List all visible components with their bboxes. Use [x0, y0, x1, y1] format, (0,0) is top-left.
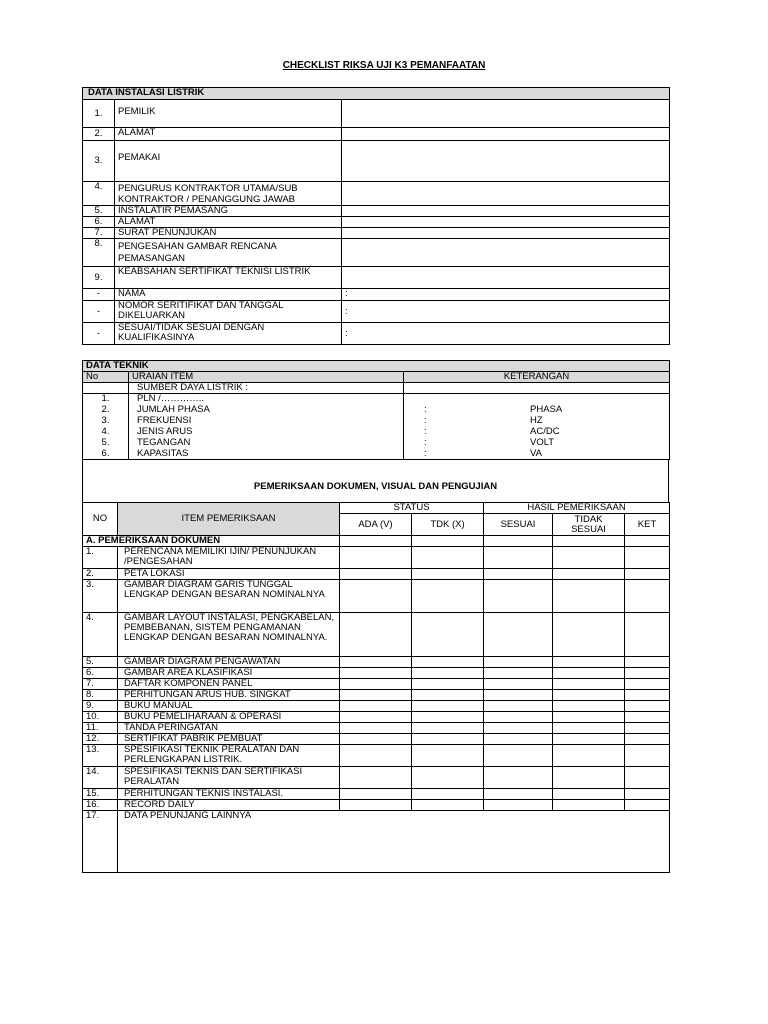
row-item: JENIS ARUS: [129, 427, 404, 438]
cell-sesuai[interactable]: [484, 712, 553, 723]
row-item: GAMBAR LAYOUT INSTALASI, PENGKABELAN, PEMBEBANAN, SISTEM PENGAMANAN LENGKAP DENGAN BESARAN NOMINALNYA.: [118, 613, 340, 657]
cell-ada[interactable]: [340, 745, 412, 767]
col-status: STATUS: [340, 503, 484, 514]
cell-ada[interactable]: [340, 789, 412, 800]
row-no: 8.: [83, 690, 118, 701]
cell-tdk[interactable]: [412, 734, 484, 745]
cell-ada[interactable]: [340, 657, 412, 668]
row-item: PERHITUNGAN ARUS HUB. SINGKAT: [118, 690, 340, 701]
cell-ada[interactable]: [340, 547, 412, 569]
row-no: 2.: [83, 569, 118, 580]
sumber-label: SUMBER DAYA LISTRIK :: [129, 383, 404, 394]
row-no: 1.: [83, 100, 115, 128]
cell-sesuai[interactable]: [484, 569, 553, 580]
cell-tidak-sesuai[interactable]: [553, 690, 625, 701]
cell-tidak-sesuai[interactable]: [553, 613, 625, 657]
cell-tidak-sesuai[interactable]: [553, 547, 625, 569]
row-no: -: [83, 301, 115, 323]
row-no: 16.: [83, 800, 118, 811]
row-label: PEMAKAI: [115, 141, 342, 182]
row-item: SPESIFIKASI TEKNIS DAN SERTIFIKASI PERALATAN: [118, 767, 340, 789]
row-no: 7.: [83, 679, 118, 690]
cell-tdk[interactable]: [412, 657, 484, 668]
cell-ada[interactable]: [340, 668, 412, 679]
cell-ada[interactable]: [340, 800, 412, 811]
row-no: 3.: [83, 416, 129, 427]
cell-tidak-sesuai[interactable]: [553, 789, 625, 800]
cell-ket[interactable]: [625, 723, 670, 734]
row-no: 9.: [83, 267, 115, 289]
cell-sesuai[interactable]: [484, 547, 553, 569]
row-no: 1.: [83, 547, 118, 569]
row-item: PERENCANA MEMILIKI IJIN/ PENUNJUKAN /PENGESAHAN: [118, 547, 340, 569]
row-item: KAPASITAS: [129, 449, 404, 460]
cell-sesuai[interactable]: [484, 613, 553, 657]
row-ket[interactable]: : AC/DC: [404, 427, 670, 438]
cell-tdk[interactable]: [412, 580, 484, 613]
cell-ada[interactable]: [340, 580, 412, 613]
row-item: PETA LOKASI: [118, 569, 340, 580]
row-no: 2.: [83, 405, 129, 416]
row-item: DAFTAR KOMPONEN PANEL: [118, 679, 340, 690]
pemeriksaan-table: [82, 502, 670, 873]
cell-tdk[interactable]: [412, 712, 484, 723]
row-item: GAMBAR DIAGRAM PENGAWATAN: [118, 657, 340, 668]
cell-ada[interactable]: [340, 701, 412, 712]
col-tidak-sesuai: TIDAK SESUAI: [553, 514, 625, 536]
cell-tidak-sesuai[interactable]: [553, 745, 625, 767]
cell-tidak-sesuai[interactable]: [553, 723, 625, 734]
cell-tidak-sesuai[interactable]: [553, 701, 625, 712]
row-item: BUKU PEMELIHARAAN & OPERASI: [118, 712, 340, 723]
row-value[interactable]: [342, 228, 670, 239]
row-item: RECORD DAILY: [118, 800, 340, 811]
row-no: 11.: [83, 723, 118, 734]
cell-tidak-sesuai[interactable]: [553, 657, 625, 668]
cell-tdk[interactable]: [412, 690, 484, 701]
row-value[interactable]: [342, 128, 670, 141]
cell-tdk[interactable]: [412, 668, 484, 679]
row-label: PEMILIK: [115, 100, 342, 128]
cell-ada[interactable]: [340, 767, 412, 789]
cell-tidak-sesuai[interactable]: [553, 679, 625, 690]
teknik-table: [82, 360, 670, 460]
row-value[interactable]: [342, 217, 670, 228]
row-no: 6.: [83, 449, 129, 460]
row-label: INSTALATIR PEMASANG: [115, 206, 342, 217]
row-no: 6.: [83, 217, 115, 228]
row-no: 6.: [83, 668, 118, 679]
row-value[interactable]: [342, 182, 670, 206]
cell-ket[interactable]: [625, 569, 670, 580]
cell-ket[interactable]: [625, 668, 670, 679]
cell-sesuai[interactable]: [484, 668, 553, 679]
cell-tidak-sesuai[interactable]: [553, 800, 625, 811]
row-item: GAMBAR AREA KLASIFIKASI: [118, 668, 340, 679]
cell-tdk[interactable]: [412, 547, 484, 569]
cell-sesuai[interactable]: [484, 800, 553, 811]
row-no: 9.: [83, 701, 118, 712]
cell-ket[interactable]: [625, 745, 670, 767]
cell-tdk[interactable]: [412, 767, 484, 789]
page-title: CHECKLIST RIKSA UJI K3 PEMANFAATAN: [282, 60, 486, 71]
cell-sesuai[interactable]: [484, 789, 553, 800]
row-item: JUMLAH PHASA: [129, 405, 404, 416]
instalasi-table: [82, 87, 670, 345]
row-item: PLN /…………..: [129, 394, 404, 405]
row-no: 17.: [83, 811, 118, 873]
row-ket[interactable]: : VOLT: [404, 438, 670, 449]
row-no: 13.: [83, 745, 118, 767]
row-no: 2.: [83, 128, 115, 141]
row-value[interactable]: :: [342, 323, 670, 345]
row-item: GAMBAR DIAGRAM GARIS TUNGGAL LENGKAP DENGAN BESARAN NOMINALNYA: [118, 580, 340, 613]
cell-ket[interactable]: [625, 613, 670, 657]
col-no: NO: [83, 503, 118, 536]
row-no: 8.: [83, 239, 115, 267]
cell-ket[interactable]: [625, 679, 670, 690]
cell-ket[interactable]: [625, 789, 670, 800]
row-label: SURAT PENUNJUKAN: [115, 228, 342, 239]
cell-tidak-sesuai[interactable]: [553, 569, 625, 580]
row-no: -: [83, 289, 115, 301]
cell-tdk[interactable]: [412, 679, 484, 690]
cell-tidak-sesuai[interactable]: [553, 668, 625, 679]
row-item: TANDA PERINGATAN: [118, 723, 340, 734]
cell-ket[interactable]: [625, 734, 670, 745]
cell-tdk[interactable]: [412, 800, 484, 811]
row-value[interactable]: [342, 141, 670, 182]
cell-tdk[interactable]: [412, 613, 484, 657]
row-ket[interactable]: : HZ: [404, 416, 670, 427]
cell-ket[interactable]: [625, 767, 670, 789]
instalasi-header: DATA INSTALASI LISTRIK: [83, 88, 670, 100]
row-no: 4.: [83, 182, 115, 206]
cell-ket[interactable]: [625, 657, 670, 668]
row-no: 10.: [83, 712, 118, 723]
row-item: SERTIFIKAT PABRIK PEMBUAT: [118, 734, 340, 745]
cell-sesuai[interactable]: [484, 657, 553, 668]
cell-ket[interactable]: [625, 701, 670, 712]
row-value[interactable]: :: [342, 289, 670, 301]
cell-tidak-sesuai[interactable]: [553, 734, 625, 745]
col-item: ITEM PEMERIKSAAN: [118, 503, 340, 536]
row-item: DATA PENUNJANG LAINNYA: [118, 811, 670, 873]
row-item: BUKU MANUAL: [118, 701, 340, 712]
row-no: 7.: [83, 228, 115, 239]
col-item: URAIAN ITEM: [129, 372, 404, 383]
row-no: 1.: [83, 394, 129, 405]
cell-ada[interactable]: [340, 569, 412, 580]
row-item: TEGANGAN: [129, 438, 404, 449]
cell-sesuai[interactable]: [484, 679, 553, 690]
row-no: 5.: [83, 438, 129, 449]
row-item: SPESIFIKASI TEKNIK PERALATAN DAN PERLENGKAPAN LISTRIK.: [118, 745, 340, 767]
cell-ket[interactable]: [625, 580, 670, 613]
row-value[interactable]: [342, 100, 670, 128]
cell-tdk[interactable]: [412, 701, 484, 712]
row-value[interactable]: :: [342, 301, 670, 323]
cell-tdk[interactable]: [412, 569, 484, 580]
cell-sesuai[interactable]: [484, 701, 553, 712]
row-no: 14.: [83, 767, 118, 789]
col-no: No: [83, 372, 129, 383]
row-label: ALAMAT: [115, 128, 342, 141]
row-label: NOMOR SERITIFIKAT DAN TANGGAL DIKELUARKAN: [115, 301, 342, 323]
cell-tdk[interactable]: [412, 789, 484, 800]
row-ket[interactable]: : VA: [404, 449, 670, 460]
row-no: 3.: [83, 141, 115, 182]
row-label: SESUAI/TIDAK SESUAI DENGAN KUALIFIKASINYA: [115, 323, 342, 345]
row-item: FREKUENSI: [129, 416, 404, 427]
pemeriksaan-frame: [82, 460, 669, 502]
cell-sesuai[interactable]: [484, 690, 553, 701]
col-tdk: TDK (X): [412, 514, 484, 536]
row-label: KEABSAHAN SERTIFIKAT TEKNISI LISTRIK: [115, 267, 342, 289]
cell-ada[interactable]: [340, 723, 412, 734]
row-no: 15.: [83, 789, 118, 800]
row-ket[interactable]: : PHASA: [404, 405, 670, 416]
row-label: NAMA: [115, 289, 342, 301]
row-no: 4.: [83, 613, 118, 657]
row-no: 3.: [83, 580, 118, 613]
row-value[interactable]: [342, 239, 670, 267]
cell-tidak-sesuai[interactable]: [553, 712, 625, 723]
cell-tidak-sesuai[interactable]: [553, 767, 625, 789]
row-item: PERHITUNGAN TEKNIS INSTALASI.: [118, 789, 340, 800]
col-ada: ADA (V): [340, 514, 412, 536]
cell-ada[interactable]: [340, 734, 412, 745]
cell-ket[interactable]: [625, 690, 670, 701]
cell-ket[interactable]: [625, 547, 670, 569]
row-no: 5.: [83, 206, 115, 217]
col-ket: KET: [625, 514, 670, 536]
cell-sesuai[interactable]: [484, 767, 553, 789]
row-no: -: [83, 323, 115, 345]
row-no: 12.: [83, 734, 118, 745]
pemeriksaan-title: PEMERIKSAAN DOKUMEN, VISUAL DAN PENGUJIAN: [253, 481, 498, 492]
row-label: ALAMAT: [115, 217, 342, 228]
col-sesuai: SESUAI: [484, 514, 553, 536]
cell-sesuai[interactable]: [484, 745, 553, 767]
cell-sesuai[interactable]: [484, 723, 553, 734]
row-label: PENGESAHAN GAMBAR RENCANA PEMASANGAN: [115, 239, 342, 267]
cell-ada[interactable]: [340, 613, 412, 657]
cell-ada[interactable]: [340, 679, 412, 690]
cell-tdk[interactable]: [412, 723, 484, 734]
row-label: PENGURUS KONTRAKTOR UTAMA/SUB KONTRAKTOR / PENANGGUNG JAWAB: [115, 182, 342, 206]
section-a-label: A. PEMERIKSAAN DOKUMEN: [83, 536, 340, 547]
col-ket: KETERANGAN: [404, 372, 670, 383]
col-hasil: HASIL PEMERIKSAAN: [484, 503, 670, 514]
cell-ada[interactable]: [340, 690, 412, 701]
cell-ada[interactable]: [340, 712, 412, 723]
row-value[interactable]: [342, 206, 670, 217]
cell-tdk[interactable]: [412, 745, 484, 767]
teknik-header: DATA TEKNIK: [83, 361, 670, 372]
row-ket[interactable]: [404, 394, 670, 405]
cell-ket[interactable]: [625, 800, 670, 811]
row-no: 4.: [83, 427, 129, 438]
cell-sesuai[interactable]: [484, 580, 553, 613]
row-value[interactable]: [342, 267, 670, 289]
cell-ket[interactable]: [625, 712, 670, 723]
row-no: 5.: [83, 657, 118, 668]
cell-tidak-sesuai[interactable]: [553, 580, 625, 613]
cell-sesuai[interactable]: [484, 734, 553, 745]
